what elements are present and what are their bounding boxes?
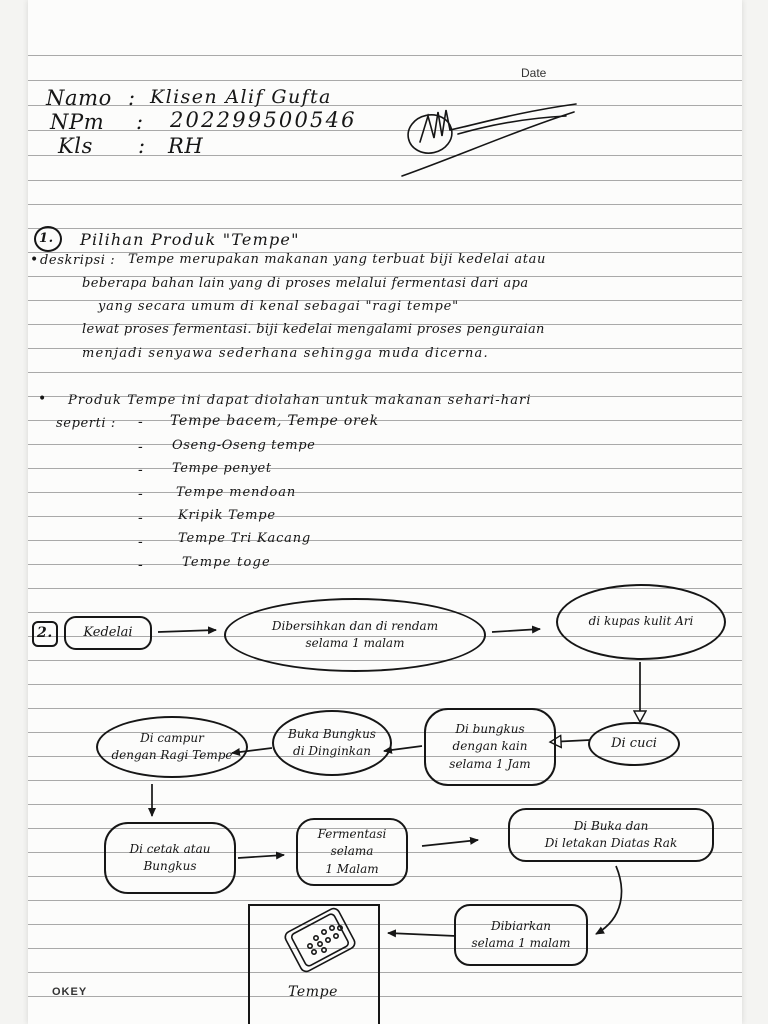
intro-bullet: • bbox=[38, 391, 47, 407]
product-item-3: Tempe penyet bbox=[172, 461, 272, 476]
product-dash: - bbox=[138, 510, 144, 526]
arrow-fermentasi-to-dibuka bbox=[422, 840, 478, 846]
description-bullet: • bbox=[30, 252, 39, 268]
section-2-number: 2. bbox=[37, 625, 53, 641]
flow-node-dibungkus bbox=[424, 708, 556, 786]
product-item-6: Tempe Tri Kacang bbox=[178, 531, 311, 546]
arrow-dicuci-to-dibungkus bbox=[550, 740, 590, 742]
flow-node-dibersihkan bbox=[224, 598, 486, 672]
description-line-3: yang secara umum di kenal sebagai "ragi tempe" bbox=[98, 299, 459, 314]
product-dash: - bbox=[138, 557, 144, 573]
flow-node-buka-bungkus-label: Buka Bungkus di Dinginkan bbox=[288, 726, 376, 758]
flow-node-dibiarkan bbox=[454, 904, 588, 966]
name-value: Klisen Alif Gufta bbox=[150, 86, 332, 108]
intro-line: Produk Tempe ini dapat diolahan untuk makanan sehari-hari bbox=[68, 393, 532, 408]
flow-node-dicetak bbox=[104, 822, 236, 894]
product-item-5: Kripik Tempe bbox=[178, 508, 276, 523]
flow-node-dibiarkan-label: Dibiarkan selama 1 malam bbox=[471, 918, 571, 950]
product-item-7: Tempe toge bbox=[182, 555, 271, 570]
arrow-dibuka-to-dibiarkan bbox=[596, 866, 621, 934]
kls-label: Kls bbox=[58, 134, 93, 158]
flow-node-dicampur bbox=[96, 716, 248, 778]
seperti-label: seperti : bbox=[56, 416, 116, 431]
flow-node-dibuka-label: Di Buka dan Di letakan Diatas Rak bbox=[544, 818, 678, 850]
flow-node-dibuka bbox=[508, 808, 714, 862]
flow-node-dikupas bbox=[556, 584, 726, 660]
product-dash: - bbox=[138, 439, 144, 455]
flow-node-dibersihkan-label: Dibersihkan dan di rendam selama 1 malam bbox=[271, 618, 439, 650]
section-1-number: 1. bbox=[39, 231, 54, 246]
product-item-1: Tempe bacem, Tempe orek bbox=[170, 413, 379, 429]
flow-node-kedelai bbox=[64, 616, 152, 650]
flow-node-dicuci-label: Di cuci bbox=[611, 735, 657, 751]
name-label: Namo bbox=[46, 86, 112, 110]
notebook-brand-logo: OKEY bbox=[52, 986, 88, 998]
arrow-kedelai-to-dibersihkan bbox=[158, 630, 216, 632]
flow-node-dikupas-label: di kupas kulit Ari bbox=[588, 614, 694, 629]
name-colon: : bbox=[128, 86, 136, 110]
product-dash: - bbox=[138, 414, 144, 430]
flow-node-fermentasi bbox=[296, 818, 408, 886]
description-line-1: Tempe merupakan makanan yang terbuat biji kedelai atau bbox=[128, 252, 546, 267]
flow-node-fermentasi-label: Fermentasi selama 1 Malam bbox=[317, 826, 387, 876]
product-item-2: Oseng-Oseng tempe bbox=[172, 438, 316, 453]
arrow-dicetak-to-fermentasi bbox=[238, 855, 284, 858]
product-dash: - bbox=[138, 462, 144, 478]
flow-node-kedelai-label: Kedelai bbox=[83, 624, 133, 640]
flow-node-tempe-label: Tempe bbox=[288, 984, 339, 1000]
section-1-title: Pilihan Produk "Tempe" bbox=[80, 230, 300, 249]
description-line-4: lewat proses fermentasi. biji kedelai mengalami proses penguraian bbox=[82, 322, 545, 337]
npm-label: NPm bbox=[50, 110, 105, 134]
description-line-2: beberapa bahan lain yang di proses melalui fermentasi dari apa bbox=[82, 276, 529, 291]
product-item-4: Tempe mendoan bbox=[176, 485, 297, 500]
date-label: Date bbox=[521, 66, 547, 80]
arrow-dibiarkan-to-tempe bbox=[388, 933, 456, 936]
kls-value: RH bbox=[168, 134, 204, 158]
flow-node-dicetak-label: Di cetak atau Bungkus bbox=[129, 841, 211, 873]
arrow-dibersihkan-to-dikupas bbox=[492, 629, 540, 632]
kls-colon: : bbox=[138, 134, 146, 158]
product-dash: - bbox=[138, 534, 144, 550]
flow-node-dicuci bbox=[588, 722, 680, 766]
flow-node-dicampur-label: Di campur dengan Ragi Tempe bbox=[111, 730, 233, 762]
flow-node-tempe bbox=[248, 904, 380, 1024]
description-label: deskripsi : bbox=[40, 253, 116, 268]
npm-value: 202299500546 bbox=[170, 108, 357, 132]
product-dash: - bbox=[138, 486, 144, 502]
flow-node-dibungkus-label: Di bungkus dengan kain selama 1 Jam bbox=[449, 721, 531, 771]
description-line-5: menjadi senyawa sederhana sehingga muda dicerna. bbox=[82, 346, 489, 361]
flow-node-buka-bungkus bbox=[272, 710, 392, 776]
npm-colon: : bbox=[136, 110, 144, 134]
